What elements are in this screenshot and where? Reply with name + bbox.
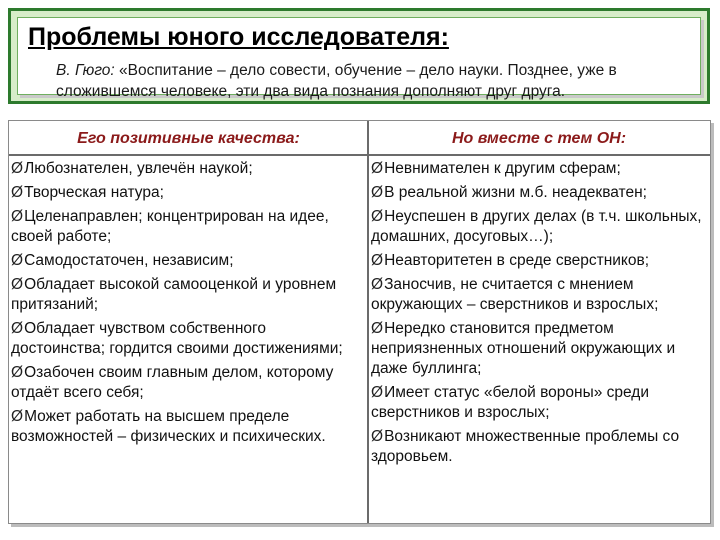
list-item	[11, 363, 359, 403]
list-item	[371, 319, 707, 379]
list-item-text: Имеет статус «белой вороны» среди сверстников и взрослых;	[371, 384, 649, 421]
list-item-text: Неавторитетен в среде сверстников;	[384, 252, 650, 269]
list-item-text: Самодостаточен, независим;	[24, 252, 234, 269]
bullet-arrow-icon: Ø	[371, 184, 384, 201]
bullet-arrow-icon: Ø	[371, 320, 384, 337]
list-item	[371, 183, 707, 203]
list-item-text: Неуспешен в других делах (в т.ч. школьных, домашних, досуговых…);	[371, 208, 702, 245]
quote-text: «Воспитание – дело совести, обучение – дело науки. Позднее, уже в сложившемся человеке, эти два вида познания дополняют друг друга.	[56, 62, 617, 100]
list-item-text: Целенаправлен; концентрирован на идее, своей работе;	[11, 208, 329, 245]
list-item-text: Возникают множественные проблемы со здоровьем.	[371, 428, 680, 465]
column-divider	[367, 121, 369, 523]
list-item	[11, 159, 359, 179]
bullet-arrow-icon: Ø	[11, 208, 24, 225]
bullet-arrow-icon: Ø	[371, 160, 384, 177]
list-item-text: Нередко становится предметом неприязненных отношений окружающих и даже буллинга;	[371, 320, 676, 377]
header-inner-panel	[17, 17, 701, 100]
list-item	[11, 251, 359, 271]
list-item	[371, 159, 707, 179]
list-item	[371, 383, 707, 423]
bullet-arrow-icon: Ø	[371, 276, 384, 293]
list-item-text: Озабочен своим главным делом, которому отдаёт всего себя;	[11, 364, 334, 401]
list-item-text: Невнимателен к другим сферам;	[384, 160, 621, 177]
bullet-arrow-icon: Ø	[11, 160, 24, 177]
list-item	[11, 319, 359, 359]
page-title: Проблемы юного исследователя:	[28, 23, 449, 51]
left-column-header: Его позитивные качества:	[9, 121, 368, 156]
quote-author: В. Гюго:	[56, 62, 115, 79]
right-column-header: Но вместе с тем ОН:	[368, 121, 710, 156]
bullet-arrow-icon: Ø	[371, 252, 384, 269]
list-item-text: Любознателен, увлечён наукой;	[24, 160, 253, 177]
bullet-arrow-icon: Ø	[11, 364, 24, 381]
negative-qualities-list	[371, 159, 707, 471]
comparison-table	[8, 120, 711, 524]
list-item	[11, 275, 359, 315]
header-panel	[8, 8, 710, 104]
list-item-text: Может работать на высшем пределе возможностей – физических и психических.	[11, 408, 326, 445]
bullet-arrow-icon: Ø	[371, 428, 384, 445]
list-item	[371, 427, 707, 467]
list-item	[371, 207, 707, 247]
list-item-text: В реальной жизни м.б. неадекватен;	[384, 184, 647, 201]
bullet-arrow-icon: Ø	[371, 208, 384, 225]
bullet-arrow-icon: Ø	[11, 320, 24, 337]
list-item	[11, 183, 359, 203]
list-item-text: Обладает чувством собственного достоинства; гордится своими достижениями;	[11, 320, 343, 357]
positive-qualities-list	[11, 159, 359, 451]
list-item-text: Заносчив, не считается с мнением окружающих – сверстников и взрослых;	[371, 276, 659, 313]
bullet-arrow-icon: Ø	[11, 408, 24, 425]
bullet-arrow-icon: Ø	[371, 384, 384, 401]
list-item-text: Творческая натура;	[24, 184, 164, 201]
quote	[56, 60, 676, 102]
bullet-arrow-icon: Ø	[11, 252, 24, 269]
bullet-arrow-icon: Ø	[11, 184, 24, 201]
list-item	[11, 207, 359, 247]
list-item	[371, 275, 707, 315]
list-item	[371, 251, 707, 271]
list-item	[11, 407, 359, 447]
bullet-arrow-icon: Ø	[11, 276, 24, 293]
list-item-text: Обладает высокой самооценкой и уровнем притязаний;	[11, 276, 337, 313]
